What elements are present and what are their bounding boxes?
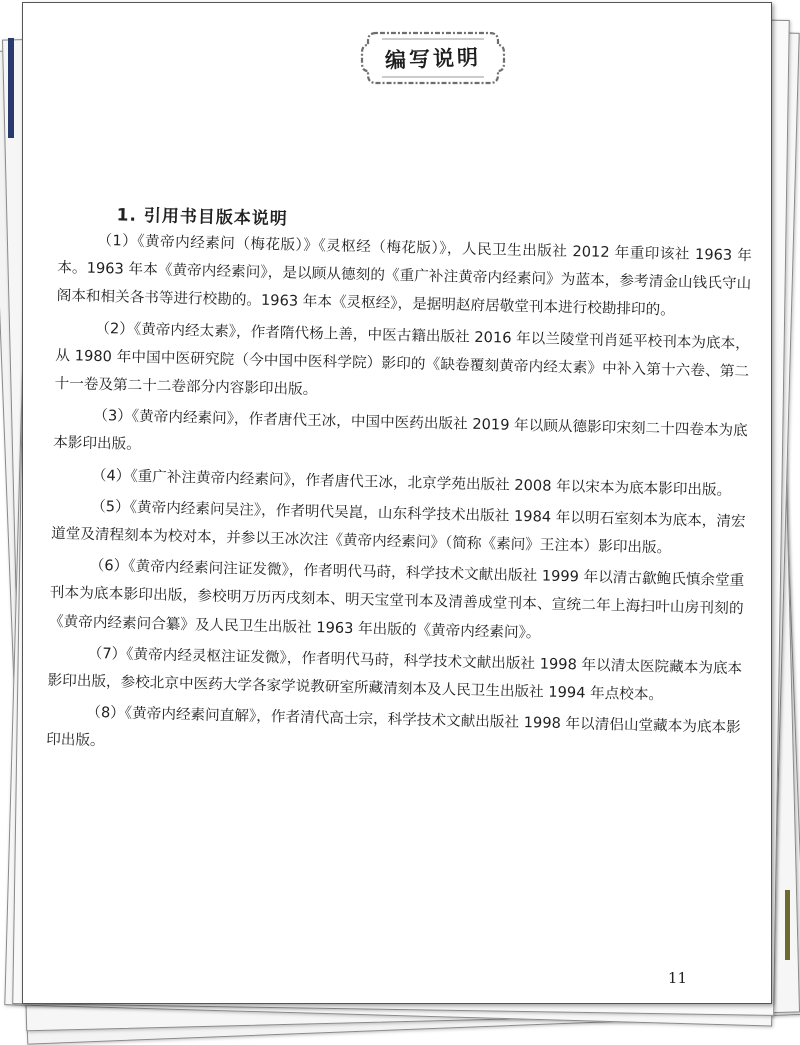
page-edge-tab [785, 890, 790, 960]
paragraph-2 [54, 314, 750, 415]
paragraph-1 [56, 226, 752, 327]
page-title: 编写说明 [384, 45, 482, 73]
title-banner [358, 23, 508, 93]
paragraph-text: （7）《黄帝内经灵枢注证发微》，作者明代马莳，科学技术文献出版社 1998 年以清太医院藏本为底本影印出版，参校北京中医药大学各家学说教研室所藏清刻本及人民卫生出版社 1994 年点校本。 [47, 644, 743, 704]
paragraph-text: （3）《黄帝内经素问》，作者唐代王冰，中国中医药出版社 2019 年以顾从德影印宋刻二十四卷本为底本影印出版。 [53, 407, 748, 454]
paragraph-text: （2）《黄帝内经太素》，作者隋代杨上善，中医古籍出版社 2016 年以兰陵堂刊肖延平校刊本为底本，从 1980 年中国中医研究院（今中国中医科学院）影印的《缺卷覆刻黄帝内经太素》中补入第十六卷、第二十一卷及第二十二卷部分内容影印出版。 [54, 319, 750, 399]
page-edge-tab [8, 38, 14, 138]
paragraph-text: （5）《黄帝内经素问吴注》，作者明代吴崑，山东科学技术出版社 1984 年以明石室刻本为底本，清宏道堂及清程刻本为校对本，并参以王冰次注《黄帝内经素问》（简称《素问》王注本）影印出版。 [50, 497, 746, 557]
content-block [46, 199, 753, 774]
page-number: 11 [667, 969, 687, 987]
book-page [22, 2, 772, 1004]
paragraph-text: （6）《黄帝内经素问注证发微》，作者明代马莳，科学技术文献出版社 1999 年以清古歙鲍氏慎余堂重刊本为底本影印出版，参校明万历丙戌刻本、明天宝堂刊本及清善成堂刊本、宣统二年上海扫叶山房刊刻的《黄帝内经素问合纂》及人民卫生出版社 1963 年出版的《黄帝内经素问》。 [48, 557, 745, 642]
paragraph-text: （4）《重广补注黄帝内经素问》，作者唐代王冰，北京学苑出版社 2008 年以宋本为底本影印出版。 [91, 466, 732, 499]
paragraph-text: （1）《黄帝内经素问（梅花版）》《灵枢经（梅花版）》，人民卫生出版社 2012 年重印该社 1963 年本。1963 年本《黄帝内经素问》，是以顾从德刻的《重广补注黄帝内经素问》为蓝本，参考清金山钱氏守山阁本和相关各书等进行校勘的。1963 年本《灵枢经》，是据明赵府居敬堂刊本进行校勘排印的。 [56, 231, 753, 319]
paragraph-6 [49, 551, 745, 652]
section-heading: 1. 引用书目版本说明 [116, 205, 289, 230]
paragraph-text: （8）《黄帝内经素问直解》，作者清代高士宗，科学技术文献出版社 1998 年以清侣山堂藏本为底本影印出版。 [46, 704, 741, 750]
